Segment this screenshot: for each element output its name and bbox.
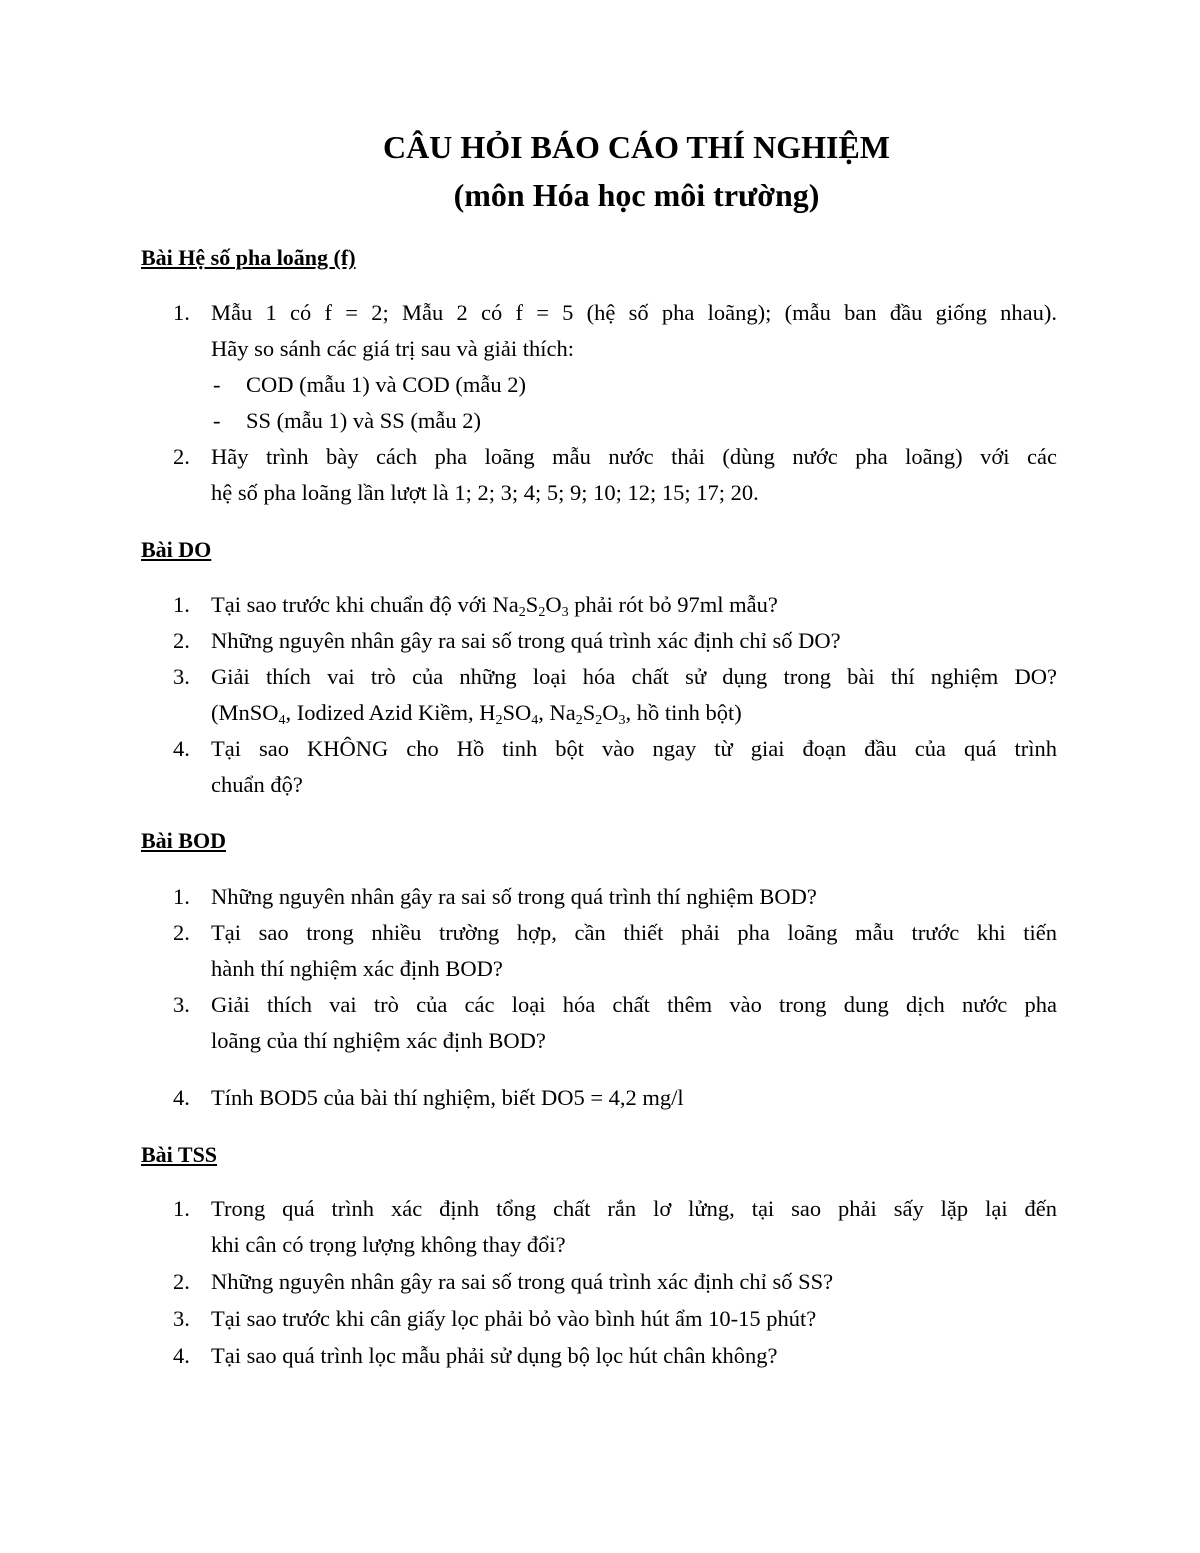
question-text: khi cân có trọng lượng không thay đổi? [211,1232,566,1257]
question-number: 4. [173,1085,190,1110]
formula-part: O [545,592,562,617]
bullet-item: COD (mẫu 1) và COD (mẫu 2) [246,372,526,397]
question-text: Hãy trình bày cách pha loãng mẫu nước thải (dùng nước pha loãng) với các [211,444,1057,469]
chemical-formula [492,592,569,620]
formula-subscript: 3 [618,713,626,728]
question-text: chuẩn độ? [211,772,303,797]
formula-part: , Na [538,700,576,725]
formula-subscript: 2 [575,713,583,728]
question-text [211,587,1057,623]
question-number: 2. [173,628,190,653]
text-fragment: phải rót bỏ 97ml mẫu? [568,592,778,617]
formula-part: S [525,592,539,617]
formula-subscript: 2 [538,605,546,620]
question-text: Mẫu 1 có f = 2; Mẫu 2 có f = 5 (hệ số pha loãng); (mẫu ban đầu giống nhau). [211,300,1057,325]
formula-part: S [582,700,596,725]
formula-part: Na [492,592,519,617]
question-number: 4. [173,736,190,761]
document-subtitle: (môn Hóa học môi trường) [453,177,820,213]
question-text: Hãy so sánh các giá trị sau và giải thích: [211,336,575,361]
question-text: loãng của thí nghiệm xác định BOD? [211,1028,546,1053]
question-number: 2. [173,1269,190,1294]
question-text: Những nguyên nhân gây ra sai số trong quá trình xác định chỉ số SS? [211,1269,834,1294]
section-heading-tss: Bài TSS [141,1142,218,1167]
question-number: 2. [173,444,190,469]
question-text: Giải thích vai trò của những loại hóa chất sử dụng trong bài thí nghiệm DO? [211,664,1057,689]
formula-subscript: 2 [495,713,503,728]
question-text [211,695,1057,731]
formula-part: O [602,700,619,725]
bullet-item: SS (mẫu 1) và SS (mẫu 2) [246,408,481,433]
formula-subscript: 4 [278,713,286,728]
question-text: hành thí nghiệm xác định BOD? [211,956,503,981]
question-number: 1. [173,884,190,909]
question-number: 2. [173,920,190,945]
question-text: Những nguyên nhân gây ra sai số trong quá trình thí nghiệm BOD? [211,884,817,909]
formula-subscript: 2 [595,713,603,728]
question-text: Tại sao KHÔNG cho Hồ tinh bột vào ngay từ giai đoạn đầu của quá trình [211,736,1057,761]
question-number: 3. [173,992,190,1017]
question-number: 3. [173,1306,190,1331]
section-heading-dilution: Bài Hệ số pha loãng (f) [141,245,356,270]
document-title: CÂU HỎI BÁO CÁO THÍ NGHIỆM [382,129,890,165]
question-text: Trong quá trình xác định tổng chất rắn lơ lửng, tại sao phải sấy lặp lại đến [211,1196,1057,1221]
question-number: 4. [173,1343,190,1368]
bullet-marker: - [213,372,221,397]
section-heading-bod: Bài BOD [141,828,226,853]
formula-part: SO [502,700,532,725]
question-text: Tính BOD5 của bài thí nghiệm, biết DO5 = 4,2 mg/l [211,1085,684,1110]
bullet-marker: - [213,408,221,433]
section-heading-do: Bài DO [141,537,212,562]
question-text: Giải thích vai trò của các loại hóa chất thêm vào trong dung dịch nước pha [211,992,1057,1017]
formula-part: , Iodized Azid Kiềm, H [285,700,496,725]
question-text: Tại sao quá trình lọc mẫu phải sử dụng bộ lọc hút chân không? [211,1343,778,1368]
formula-subscript: 3 [561,605,569,620]
question-text: Những nguyên nhân gây ra sai số trong quá trình xác định chỉ số DO? [211,628,841,653]
question-text: Tại sao trong nhiều trường hợp, cần thiết phải pha loãng mẫu trước khi tiến [211,920,1057,945]
formula-subscript: 4 [531,713,539,728]
question-number: 3. [173,664,190,689]
question-text: Tại sao trước khi cân giấy lọc phải bỏ vào bình hút ẩm 10-15 phút? [211,1306,817,1331]
chemical-list [211,700,742,728]
question-number: 1. [173,1196,190,1221]
question-number: 1. [173,300,190,325]
formula-part: (MnSO [211,700,279,725]
formula-subscript: 2 [518,605,526,620]
formula-part: , hồ tinh bột) [625,700,742,725]
question-text: hệ số pha loãng lần lượt là 1; 2; 3; 4; 5; 9; 10; 12; 15; 17; 20. [211,480,759,505]
text-fragment: Tại sao trước khi chuẩn độ với [211,592,493,617]
question-number: 1. [173,592,190,617]
